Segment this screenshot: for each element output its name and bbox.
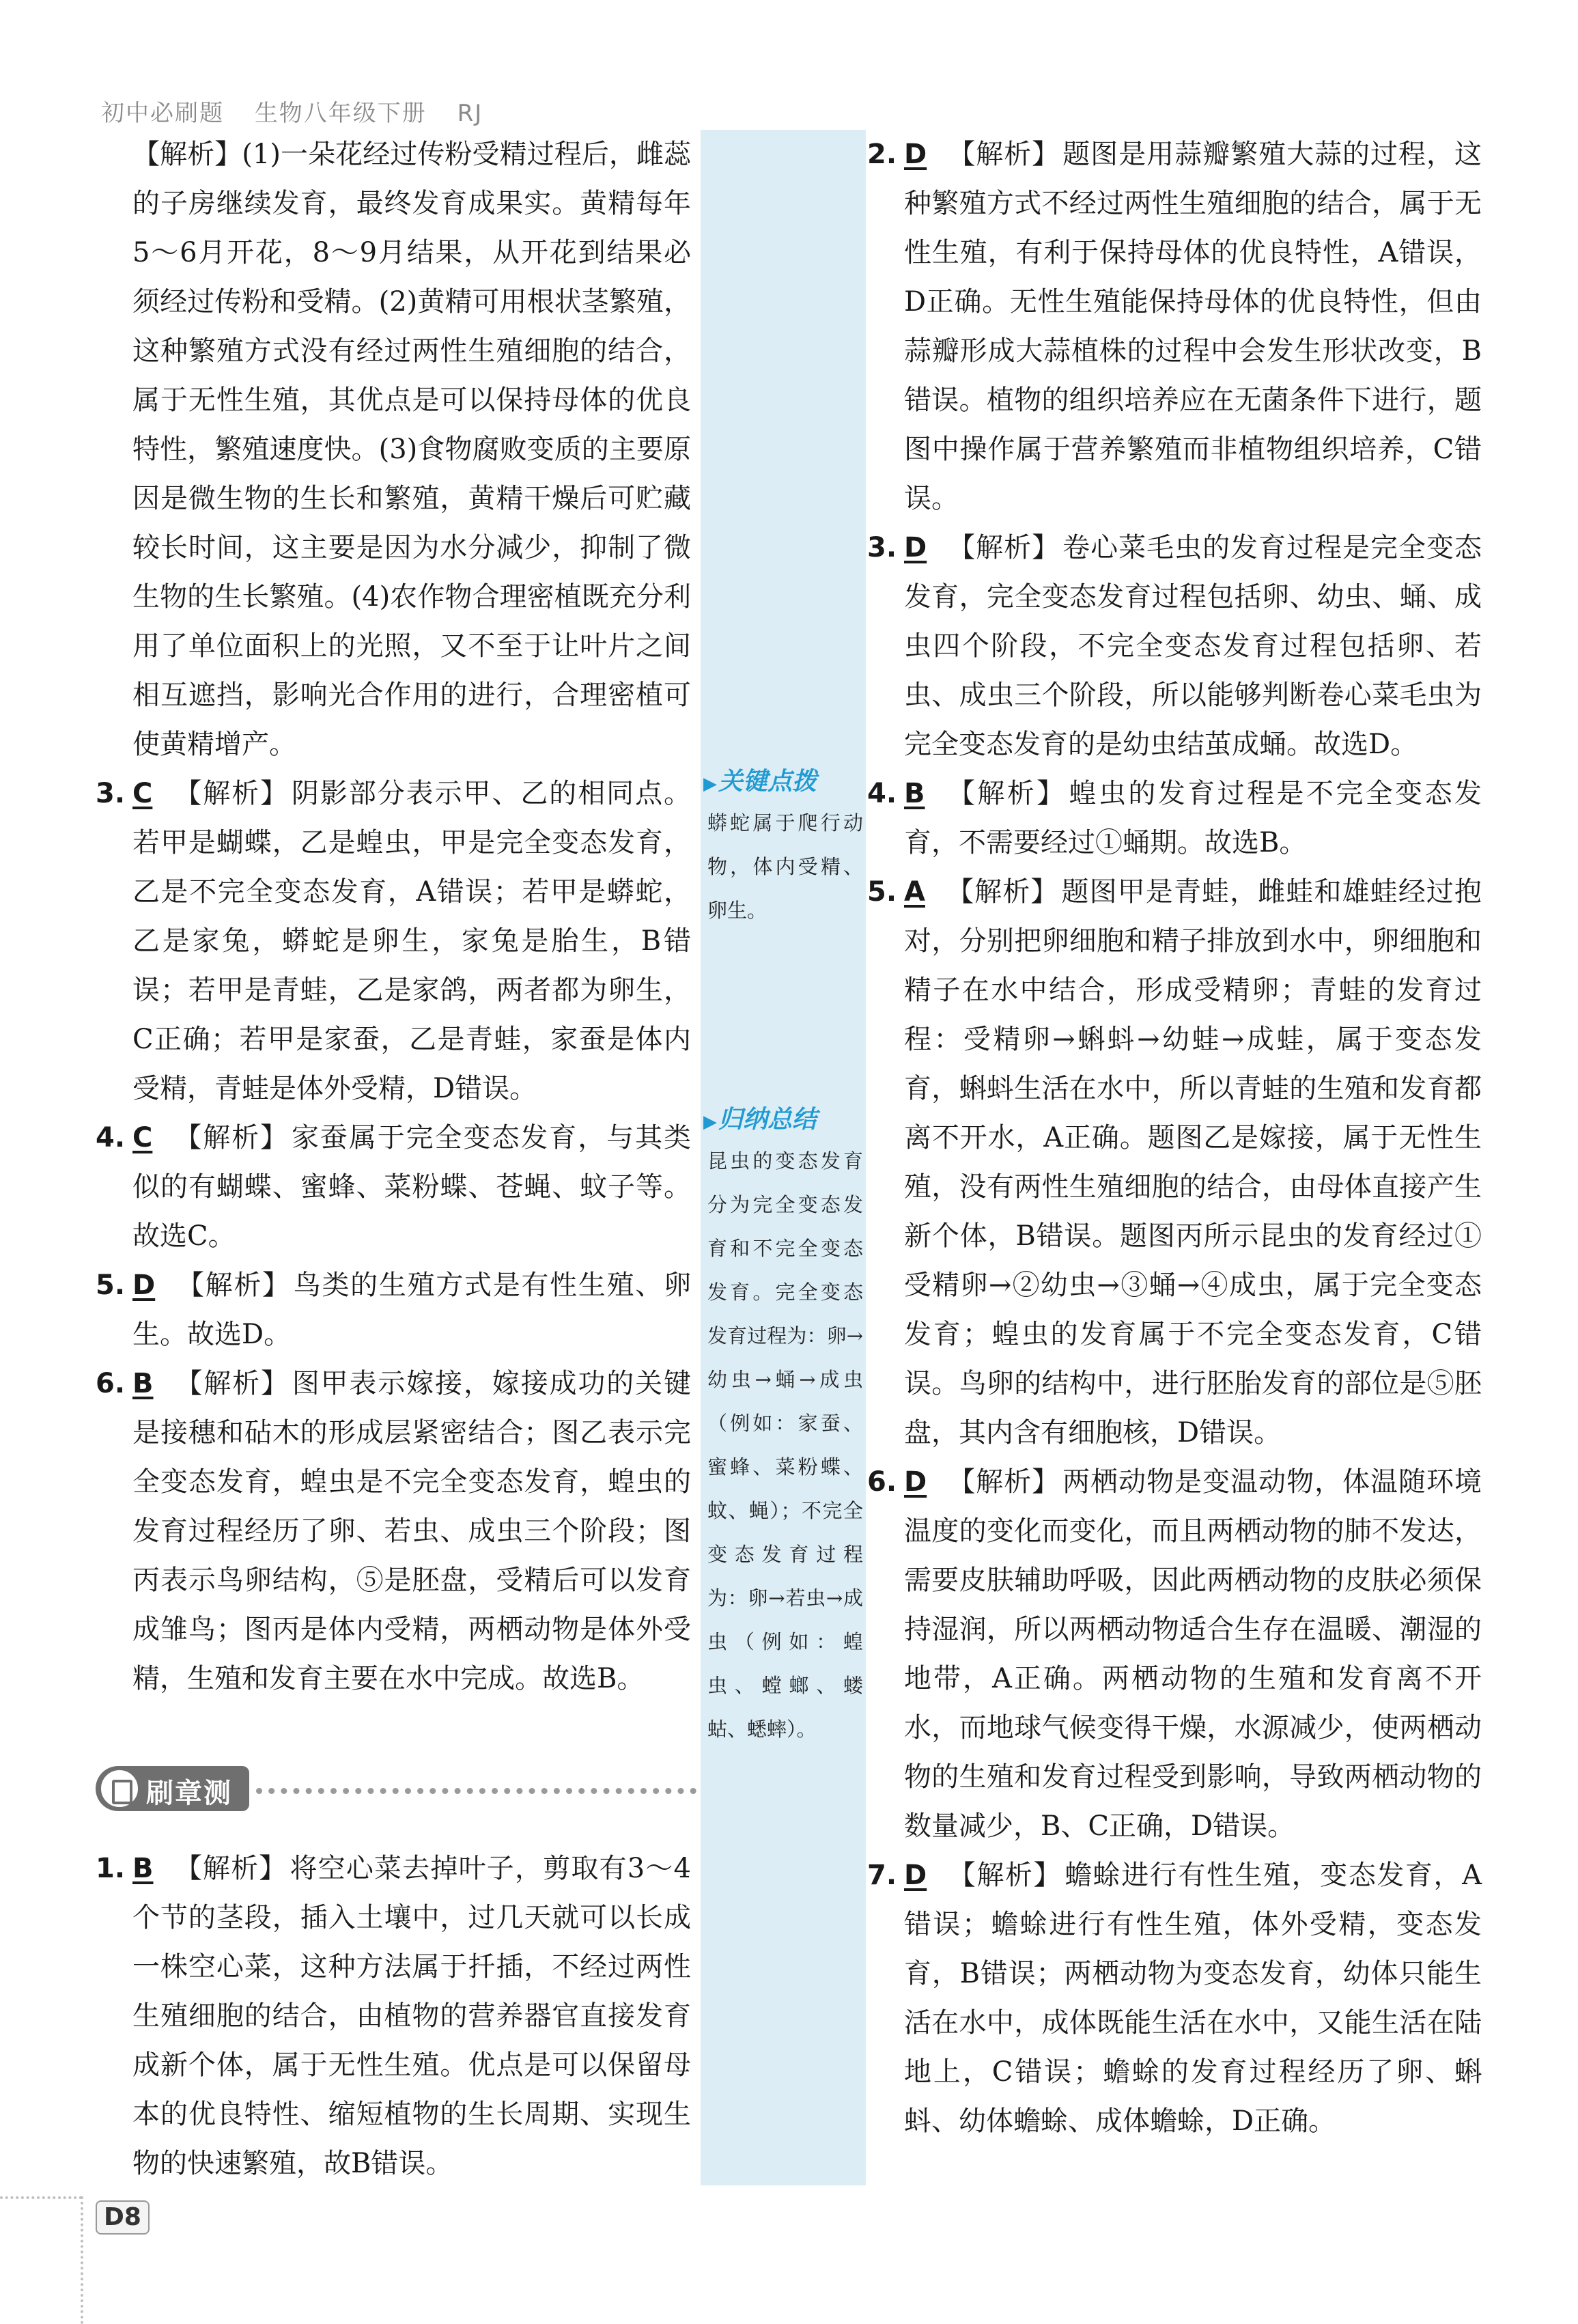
- analysis-tag: 【解析】: [947, 1466, 1060, 1498]
- question-item: [96, 1261, 691, 1359]
- sidebar-section-key-points: [703, 765, 866, 932]
- analysis-tag: 【解析】: [173, 1368, 290, 1399]
- triangle-icon: ▶: [703, 1112, 717, 1132]
- answer-letter: B: [904, 778, 925, 809]
- analysis-text: 图甲表示嫁接，嫁接成功的关键是接穗和砧木的形成层紧密结合；图乙表示完全变态发育，蝗虫是不完全变态发育，蝗虫的发育过程经历了卵、若虫、成虫三个阶段；图丙表示鸟卵结构，⑤是胚盘，受精后可以发育成雏鸟；图丙是体内受精，两栖动物是体外受精，生殖和发育主要在水中完成。故选B。: [132, 1368, 692, 1694]
- question-number: 1.: [96, 1853, 126, 1884]
- answer-letter: C: [132, 1122, 153, 1153]
- question-number: 6.: [867, 1466, 897, 1498]
- analysis-tag: 【解析】: [175, 1270, 291, 1301]
- page-header: [101, 94, 505, 128]
- book-title: 初中必刷题: [101, 100, 224, 127]
- chapter-test-banner: [96, 1762, 696, 1817]
- question-item: [867, 1851, 1482, 2146]
- corner-dotted-line: [81, 2196, 83, 2324]
- chapter-badge: [96, 1766, 249, 1811]
- analysis-text: 蝗虫的发育过程是不完全变态发育，不需要经过①蛹期。故选B。: [904, 778, 1482, 858]
- answer-letter: D: [904, 1466, 927, 1498]
- sidebar-section-title: ▶关键点拨: [703, 768, 817, 796]
- page-number: D8: [96, 2200, 150, 2235]
- answer-letter: D: [132, 1270, 156, 1301]
- sidebar-section-body: 昆虫的变态发育分为完全变态发育和不完全变态发育。完全变态发育过程为：卵→幼虫→蛹→成虫（例如：家蚕、蜜蜂、菜粉蝶、蚊、蝇）；不完全变态发育过程为：卵→若虫→成虫（例如：蝗虫、螳螂、蝼蛄、蟋蟀）。: [707, 1149, 863, 1741]
- question-item: [867, 1457, 1482, 1851]
- question-number: 6.: [96, 1368, 126, 1399]
- question-number: 3.: [867, 532, 897, 563]
- analysis-text: 题图甲是青蛙，雌蛙和雄蛙经过抱对，分别把卵细胞和精子排放到水中，卵细胞和精子在水中结合，形成受精卵；青蛙的发育过程：受精卵→蝌蚪→幼蛙→成蛙，属于变态发育，蝌蚪生活在水中，所以青蛙的生殖和发育都离不开水，A正确。题图乙是嫁接，属于无性生殖，没有两性生殖细胞的结合，由母体直接产生新个体，B错误。题图丙所示昆虫的发育经过①受精卵→②幼虫→③蛹→④成虫，属于完全变态发育；蝗虫的发育属于不完全变态发育，C错误。鸟卵的结构中，进行胚胎发育的部位是⑤胚盘，其内含有细胞核，D错误。: [904, 876, 1482, 1448]
- answer-letter: A: [904, 876, 925, 908]
- question-number: 4.: [96, 1122, 126, 1153]
- analysis-tag: 【解析】: [945, 876, 1059, 908]
- question-item: [96, 769, 691, 1113]
- question-item: [867, 867, 1482, 1457]
- question-number: 2.: [867, 139, 897, 170]
- analysis-text: 鸟类的生殖方式是有性生殖、卵生。故选D。: [132, 1270, 692, 1350]
- book-subject: 生物八年级下册: [254, 100, 427, 127]
- analysis-tag: 【解析】: [173, 1122, 289, 1153]
- analysis-tag: 【解析】: [947, 1860, 1062, 1891]
- analysis-tag: 【解析】: [173, 1853, 287, 1884]
- question-item: [867, 769, 1482, 867]
- analysis-text: 题图是用蒜瓣繁殖大蒜的过程，这种繁殖方式不经过两性生殖细胞的结合，属于无性生殖，有利于保持母体的优良特性，A错误，D正确。无性生殖能保持母体的优良特性，但由蒜瓣形成大蒜植株的过程中会发生形状改变，B错误。植物的组织培养应在无菌条件下进行，题图中操作属于营养繁殖而非植物组织培养，C错误。: [904, 139, 1482, 514]
- question-item: [96, 1359, 691, 1703]
- question-number: 4.: [867, 778, 897, 809]
- right-column: [867, 130, 1482, 2146]
- analysis-paragraph: 【解析】(1)一朵花经过传粉受精过程后，雌蕊的子房继续发育，最终发育成果实。黄精每年5～6月开花，8～9月结果，从开花到结果必须经过传粉和受精。(2)黄精可用根状茎繁殖，这种繁殖方式没有经过两性生殖细胞的结合，属于无性生殖，其优点是可以保持母体的优良特性，繁殖速度快。(3)食物腐败变质的主要原因是微生物的生长和繁殖，黄精干燥后可贮藏较长时间，这主要是因为水分减少，抑制了微生物的生长繁殖。(4)农作物合理密植既充分利用了单位面积上的光照，又不至于让叶片之间相互遮挡，影响光合作用的进行，合理密植可使黄精增产。: [132, 139, 691, 760]
- question-item: [96, 1113, 691, 1261]
- answer-letter: B: [132, 1853, 154, 1884]
- left-column: [96, 130, 691, 1703]
- analysis-tag: 【解析】: [173, 778, 289, 809]
- question-number: 3.: [96, 778, 126, 809]
- sidebar-section-title: ▶归纳总结: [703, 1106, 817, 1134]
- answer-letter: C: [132, 778, 153, 809]
- question-item: [867, 130, 1482, 523]
- analysis-tag: 【解析】: [947, 139, 1060, 170]
- analysis-text: 阴影部分表示甲、乙的相同点。若甲是蝴蝶，乙是蝗虫，甲是完全变态发育，乙是不完全变态发育，A错误；若甲是蟒蛇，乙是家兔，蟒蛇是卵生，家兔是胎生，B错误；若甲是青蛙，乙是家鸽，两者都为卵生，C正确；若甲是家蚕，乙是青蛙，家蚕是体内受精，青蛙是体外受精，D错误。: [132, 778, 692, 1104]
- question-number: 5.: [96, 1270, 126, 1301]
- analysis-tag: 【解析】: [947, 532, 1060, 563]
- analysis-text: 卷心菜毛虫的发育过程是完全变态发育，完全变态发育过程包括卵、幼虫、蛹、成虫四个阶段，不完全变态发育过程包括卵、若虫、成虫三个阶段，所以能够判断卷心菜毛虫为完全变态发育的是幼虫结茧成蛹。故选D。: [904, 532, 1482, 760]
- question-number: 7.: [867, 1860, 897, 1891]
- answer-letter: D: [904, 532, 927, 563]
- chapter-test-column: [96, 1844, 691, 2188]
- triangle-icon: ▶: [703, 774, 717, 794]
- answer-letter: D: [904, 1860, 927, 1891]
- question-item: [867, 523, 1482, 769]
- answer-letter: D: [904, 139, 927, 170]
- analysis-text: 家蚕属于完全变态发育，与其类似的有蝴蝶、蜜蜂、菜粉蝶、苍蝇、蚊子等。故选C。: [132, 1122, 692, 1252]
- analysis-tag: 【解析】: [945, 778, 1067, 809]
- answer-letter: B: [132, 1368, 154, 1399]
- book-edition: RJ: [457, 100, 483, 127]
- sidebar-section-summary: [703, 1103, 866, 1751]
- chapter-label: 刷章测: [146, 1778, 232, 1809]
- corner-dotted-line: [0, 2196, 82, 2199]
- question-item: [96, 1844, 691, 2188]
- sidebar-section-body: 蟒蛇属于爬行动物，体内受精、卵生。: [707, 811, 863, 922]
- question-number: 5.: [867, 876, 897, 908]
- pencil-notebook-icon: [98, 1767, 141, 1810]
- analysis-text: 蟾蜍进行有性生殖，变态发育，A错误；蟾蜍进行有性生殖，体外受精，变态发育，B错误；两栖动物为变态发育，幼体只能生活在水中，成体既能生活在水中，又能生活在陆地上，C错误；蟾蜍的发育过程经历了卵、蝌蚪、幼体蟾蜍、成体蟾蜍，D正确。: [904, 1860, 1482, 2137]
- analysis-text: 将空心菜去掉叶子，剪取有3～4个节的茎段，插入土壤中，过几天就可以长成一株空心菜，这种方法属于扦插，不经过两性生殖细胞的结合，由植物的营养器官直接发育成新个体，属于无性生殖。优点是可以保留母本的优良特性、缩短植物的生长周期、实现生物的快速繁殖，故B错误。: [132, 1853, 691, 2179]
- dotted-divider: [256, 1788, 696, 1794]
- analysis-text: 两栖动物是变温动物，体温随环境温度的变化而变化，而且两栖动物的肺不发达，需要皮肤辅助呼吸，因此两栖动物的皮肤必须保持湿润，所以两栖动物适合生存在温暖、潮湿的地带，A正确。两栖动物的生殖和发育离不开水，而地球气候变得干燥，水源减少，使两栖动物的生殖和发育过程受到影响，导致两栖动物的数量减少，B、C正确，D错误。: [904, 1466, 1482, 1842]
